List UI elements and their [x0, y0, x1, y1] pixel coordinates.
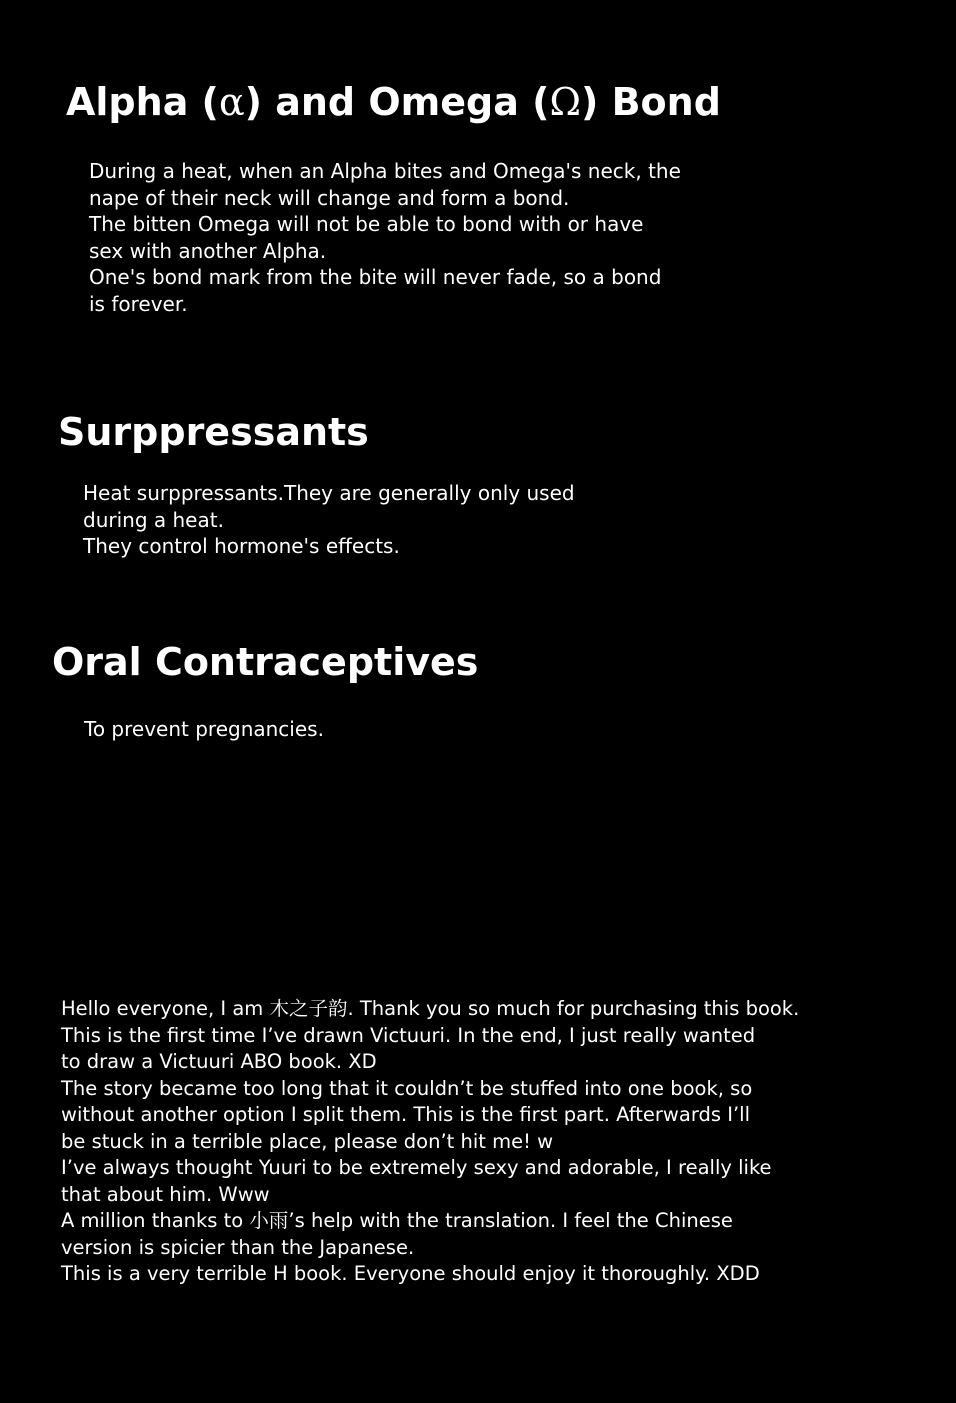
- bond-description: [89, 158, 769, 317]
- text-line: Heat surppressants.They are generally only used: [83, 481, 575, 505]
- text-line: is forever.: [89, 291, 188, 316]
- heading-alpha-omega-bond: [66, 80, 721, 126]
- text-line: A million thanks to 小雨’s help with the translation. I feel the Chinese: [61, 1209, 733, 1232]
- text-line: The bitten Omega will not be able to bond with or have: [89, 212, 644, 236]
- text-line: without another option I split them. This is the first part. Afterwards I’ll: [61, 1103, 751, 1126]
- text-line: I’ve always thought Yuuri to be extremely sexy and adorable, I really like: [61, 1156, 772, 1179]
- text-line: This is a very terrible H book. Everyone should enjoy it thoroughly. XDD: [61, 1262, 760, 1285]
- text-line: During a heat, when an Alpha bites and Omega's neck, the: [89, 159, 681, 183]
- oral-contraceptives-description: [84, 716, 684, 743]
- heading-part: Alpha (: [66, 80, 219, 124]
- text-line: that about him. Www: [61, 1182, 270, 1206]
- surppressants-description: [83, 480, 683, 560]
- text-line: be stuck in a terrible place, please don’t hit me! w: [61, 1129, 554, 1153]
- text-line: To prevent pregnancies.: [84, 717, 324, 741]
- heading-surppressants: Surppressants: [58, 410, 369, 454]
- text-line: sex with another Alpha.: [89, 238, 327, 263]
- text-line: One's bond mark from the bite will never fade, so a bond: [89, 265, 662, 289]
- text-line: nape of their neck will change and form a bond.: [89, 185, 570, 210]
- text-line: This is the first time I’ve drawn Victuuri. In the end, I just really wanted: [61, 1023, 756, 1047]
- text-line: The story became too long that it couldn’t be stuffed into one book, so: [61, 1076, 753, 1100]
- heading-oral-contraceptives: Oral Contraceptives: [52, 640, 479, 684]
- text-line: during a heat.: [83, 507, 224, 532]
- afterword-note: [61, 996, 921, 1288]
- text-line: Hello everyone, I am 木之子韵. Thank you so much for purchasing this book.: [61, 997, 800, 1020]
- text-line: to draw a Victuuri ABO book. XD: [61, 1050, 377, 1073]
- text-line: They control hormone's effects.: [83, 534, 400, 558]
- heading-part: ) and Omega (: [244, 80, 550, 124]
- heading-part: ) Bond: [580, 80, 721, 124]
- alpha-symbol: α: [218, 80, 245, 124]
- text-line: version is spicier than the Japanese.: [61, 1235, 415, 1259]
- omega-symbol: Ω: [549, 80, 581, 124]
